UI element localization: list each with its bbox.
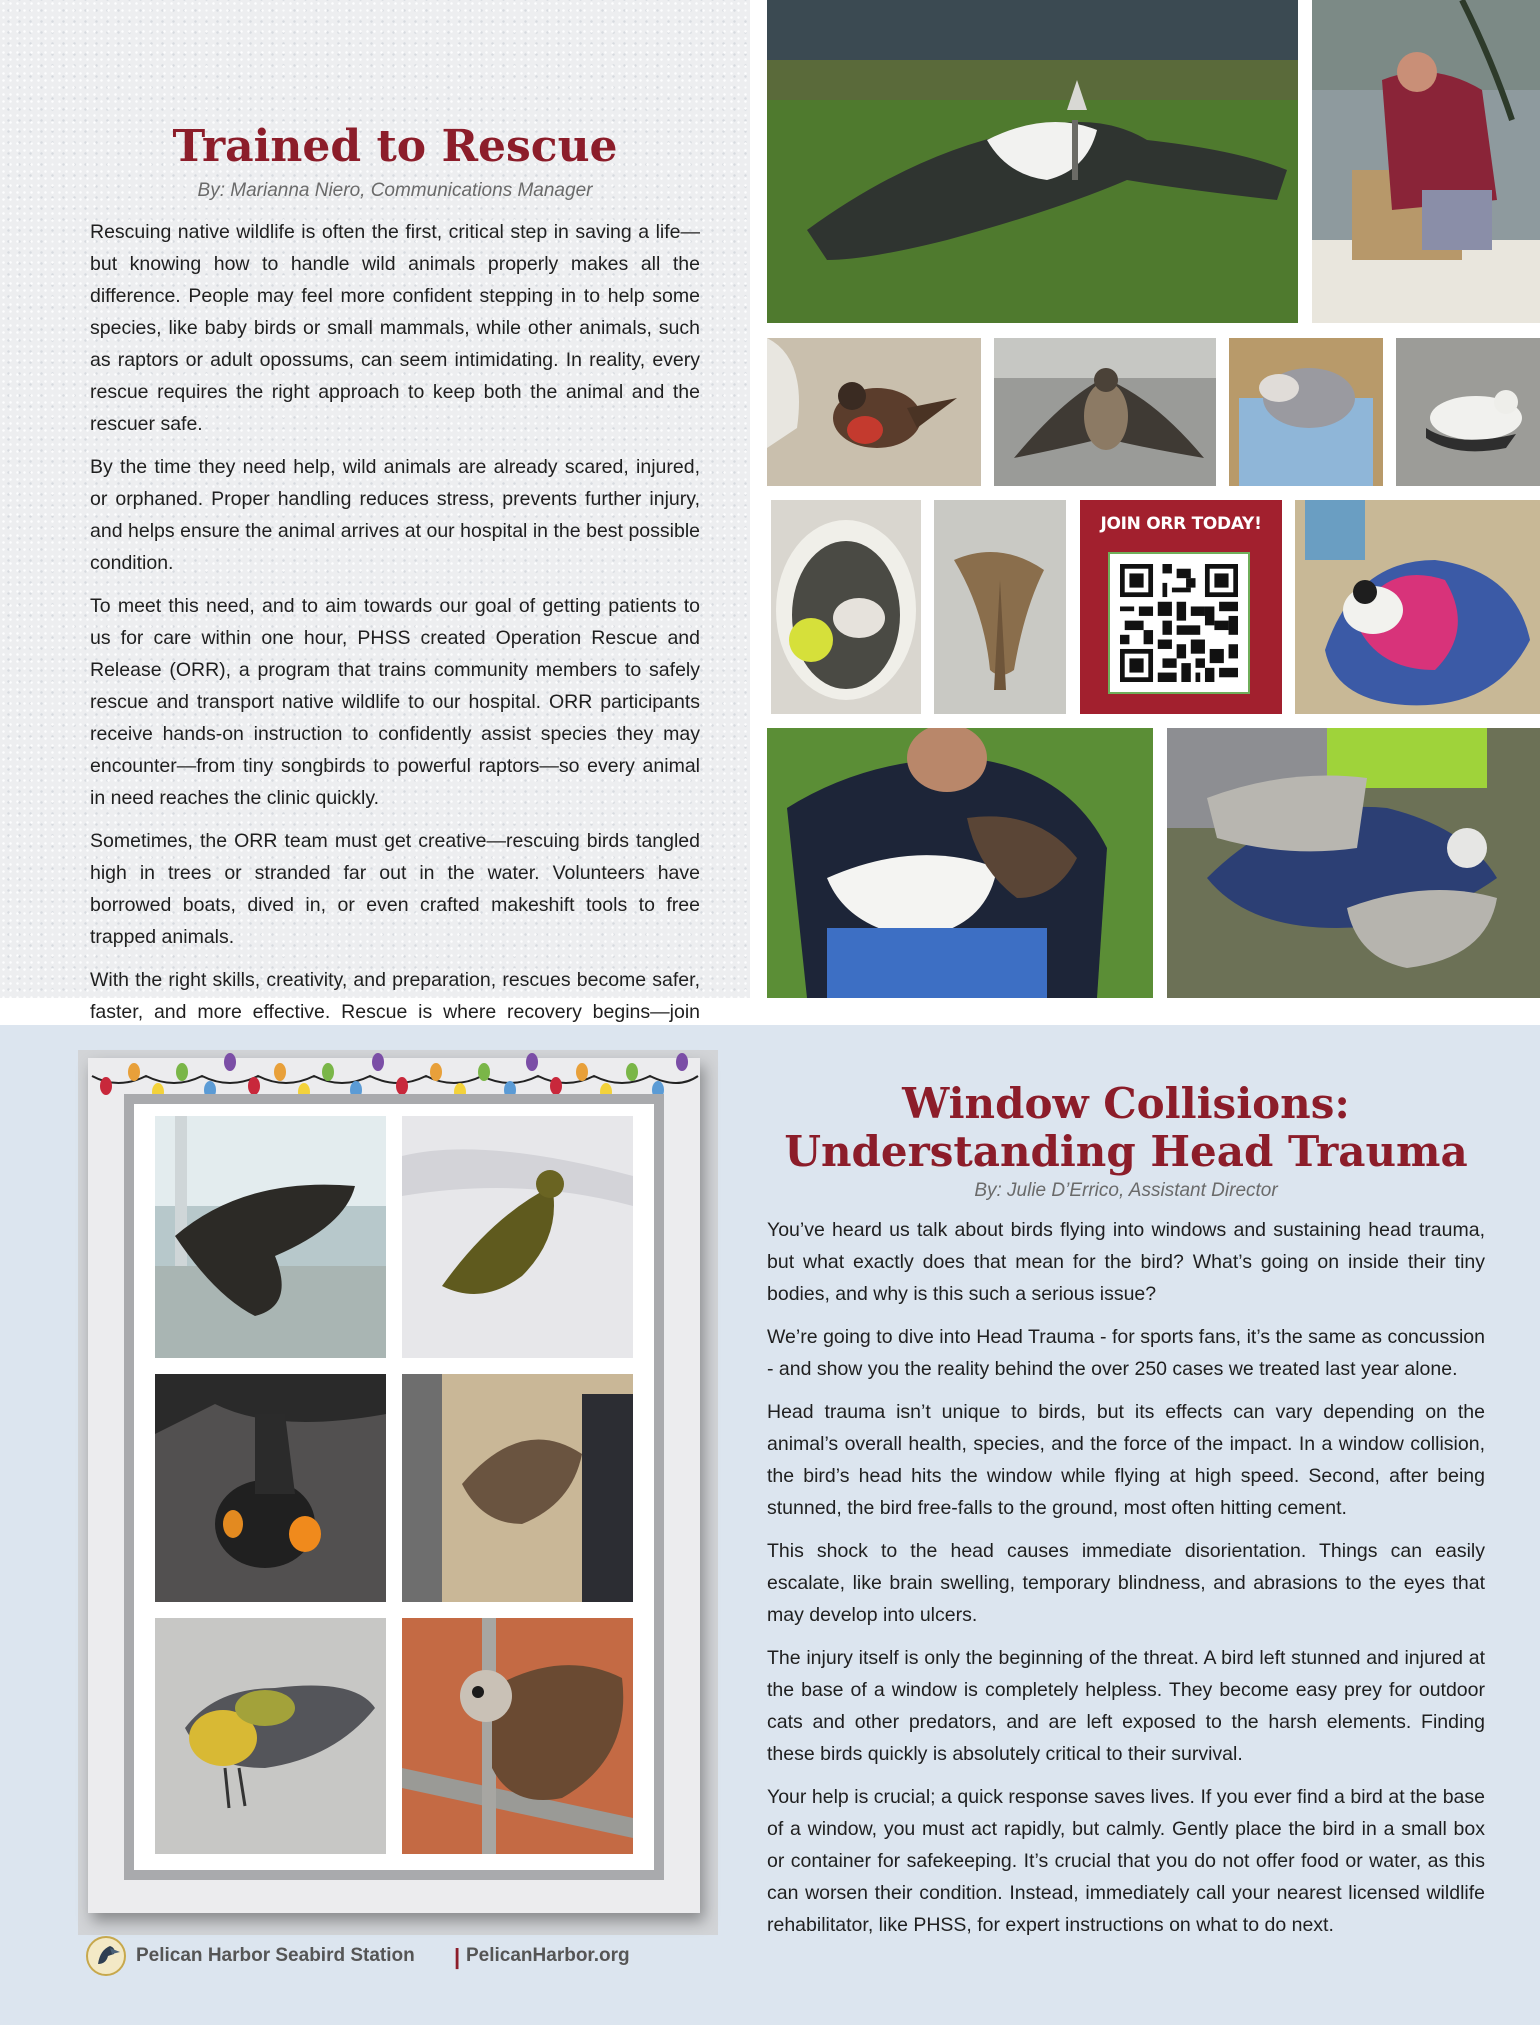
article-trained-to-rescue xyxy=(90,118,700,1071)
article-body xyxy=(767,1214,1485,1941)
join-orr-box[interactable] xyxy=(1080,500,1282,714)
article-byline: By: Marianna Niero, Communications Manager xyxy=(197,180,593,201)
photo-grosbeak xyxy=(767,338,981,486)
paragraph: Sometimes, the ORR team must get creative—rescuing birds tangled high in trees or stranded far out in the water. Volunteers have borrowed boats, dived in, or even crafted makeshift tools to free trapped animals. xyxy=(90,830,700,948)
paragraph: With the right skills, creativity, and preparation, rescues become safer, faster, and more effective. Rescue is where recovery begins—join xyxy=(90,969,700,1023)
paragraph: By the time they need help, wild animals are already scared, injured, or orphaned. Proper handling reduces stress, prevents further injury, and helps ensure the animal arrives at our hospital in the best possible condition. xyxy=(90,456,700,574)
paragraph: You’ve heard us talk about birds flying into windows and sustaining head trauma, but what exactly does that mean for the bird? What’s going on inside their tiny bodies, and why is this such a serious issue? xyxy=(767,1219,1485,1305)
photo-hawk-spread-wings xyxy=(994,338,1216,486)
photo-rescuer-holding-osprey xyxy=(767,728,1153,998)
paragraph: This shock to the head causes immediate disorientation. Things can easily escalate, like brain swelling, temporary blindness, and abrasions to the eyes that may develop into ulcers. xyxy=(767,1540,1485,1626)
paragraph: To meet this need, and to aim towards our goal of getting patients to us for care within one hour, PHSS created Operation Rescue and Release (ORR), a program that trains community members to safely rescue and transport native wildlife to our hospital. ORR participants receive hands-on instruction to confidently assist species they may encounter—from tiny songbirds to powerful raptors—so every animal in need reaches the clinic quickly. xyxy=(90,595,700,809)
photo-redstart-on-pavement xyxy=(155,1374,386,1602)
paragraph: We’re going to dive into Head Trauma - for sports fans, it’s the same as concussion - and show you the reality behind the over 250 cases we treated last year alone. xyxy=(767,1326,1485,1380)
photo-opossum-in-bucket xyxy=(771,500,921,714)
paragraph: Your help is crucial; a quick response saves lives. If you ever find a bird at the base of a window, you must act rapidly, but calmly. Gently place the bird in a small box or container for safekeeping. It’s crucial that you do not offer food or water, as this can worsen their condition. Instead, immediately call your nearest licensed wildlife rehabilitator, like PHSS, for expert instructions on what to do next. xyxy=(767,1786,1485,1936)
photo-bird-at-sliding-door xyxy=(155,1116,386,1358)
photo-warbler-on-towel xyxy=(402,1116,633,1358)
join-orr-label: JOIN ORR TODAY! xyxy=(1100,514,1262,534)
article-byline: By: Julie D’Errico, Assistant Director xyxy=(974,1180,1278,1201)
article-title-line-1: Window Collisions: xyxy=(902,1079,1350,1128)
photo-blue-jay-in-gloves xyxy=(1167,728,1540,998)
article-title-line-2: Understanding Head Trauma xyxy=(784,1127,1468,1176)
footer xyxy=(86,1936,686,1976)
paragraph: The injury itself is only the beginning of the threat. A bird left stunned and injured at the base of a window is completely helpless. They become easy prey for outdoor cats and other predators, and are left exposed to the harsh elements. Finding these birds quickly is absolutely critical to their survival. xyxy=(767,1647,1485,1765)
article-body xyxy=(90,216,700,1060)
photo-kestrel-on-tile xyxy=(402,1618,633,1854)
photo-parula-on-mat xyxy=(155,1618,386,1854)
photo-gull-on-sand xyxy=(1396,338,1540,486)
photo-opossum-in-box xyxy=(1229,338,1383,486)
photo-nightjar xyxy=(934,500,1066,714)
qr-code[interactable] xyxy=(1108,552,1250,694)
photo-gull-in-towel xyxy=(1295,500,1540,714)
photo-stork-on-grass xyxy=(767,0,1298,323)
footer-url[interactable]: PelicanHarbor.org xyxy=(466,1945,630,1966)
article-title: Trained to Rescue xyxy=(172,121,618,172)
footer-org-name: Pelican Harbor Seabird Station xyxy=(136,1945,415,1966)
paragraph: Rescuing native wildlife is often the first, critical step in saving a life—but knowing how to handle wild animals properly makes all the difference. People may feel more confident stepping in to help some species, like baby birds or small mammals, while other animals, such as raptors or adult opossums, can seem intimidating. In reality, every rescue requires the right approach to keep both the animal and the rescuer safe. xyxy=(90,221,700,435)
photo-rescuer-on-boat xyxy=(1312,0,1540,323)
footer-separator: | xyxy=(454,1944,461,1969)
photo-bird-by-window-frame xyxy=(402,1374,633,1602)
paragraph: Head trauma isn’t unique to birds, but its effects can vary depending on the animal’s overall health, species, and the force of the impact. In a window collision, the bird’s head hits the window while flying at high speed. Second, after being stunned, the bird free-falls to the ground, most often hitting cement. xyxy=(767,1401,1485,1519)
pelican-logo-icon xyxy=(86,1936,126,1976)
article-window-collisions xyxy=(767,1080,1485,1952)
